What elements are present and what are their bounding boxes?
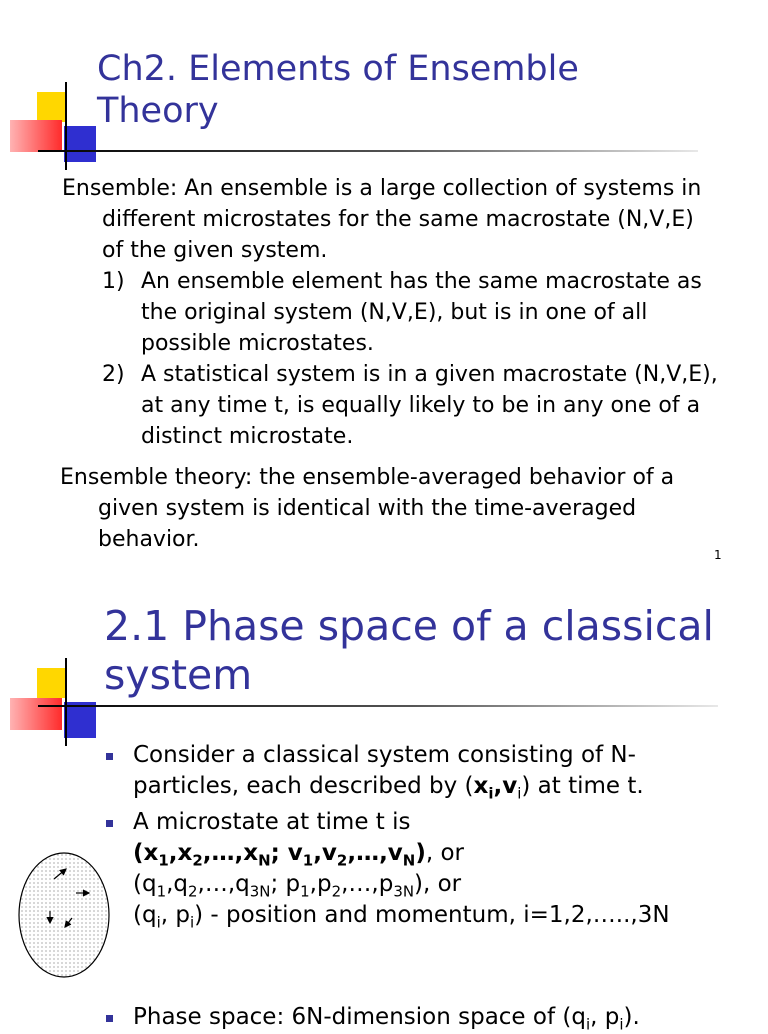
symbol-v: v [502, 773, 518, 799]
item-number: 1) [102, 269, 125, 294]
text-fragment: ) at time t. [521, 773, 644, 799]
subscript: i [619, 1015, 624, 1034]
text-fragment: ). [623, 1004, 640, 1030]
title-line: system [104, 651, 253, 700]
numbered-item [62, 266, 742, 359]
text-line: at any time t, is equally likely to be in any one of a [141, 393, 701, 418]
text-fragment: , or [425, 840, 464, 866]
text-line: An ensemble element has the same macrostate as [141, 269, 702, 294]
title-underline [38, 150, 698, 152]
bullet-list [100, 740, 750, 1034]
subscript: i [488, 784, 494, 803]
title-line: Ch2. Elements of Ensemble [97, 49, 579, 89]
bullet-item [100, 807, 750, 931]
title-underline [38, 705, 718, 707]
slide-logo [0, 580, 110, 755]
numbered-item [62, 359, 742, 452]
subscript: i [517, 784, 522, 803]
text-line: Consider a classical system consisting of N- [133, 742, 636, 768]
text-line: Ensemble: An ensemble is a large collection of systems in [62, 176, 702, 201]
symbol-x: x [473, 773, 489, 799]
microstate-qp: ($q_1,q_2,\dots,q_{3N}$; $p_1,p_2,\dots,p_{3N}$), or [133, 871, 462, 901]
subscript: i [585, 1015, 591, 1034]
text-line: Ensemble theory: the ensemble-averaged behavior of a [60, 465, 675, 490]
text-line [133, 771, 750, 802]
title-line: Theory [97, 91, 219, 131]
title-line: 2.1 Phase space of a classical [104, 602, 714, 650]
text-line: distinct microstate. [141, 424, 354, 449]
item-number: 2) [102, 362, 125, 387]
bullet-item [100, 740, 750, 802]
text-line: A statistical system is in a given macrostate (N,V,E), [141, 362, 718, 387]
ensemble-definition [62, 173, 742, 452]
microstate-xv: ($x_1,x_2,\dots,x_N$; $v_1,v_2,\dots,v_N$), or [133, 840, 464, 870]
text-line: of the given system. [102, 238, 328, 263]
microstate-qi-pi: ($q_i$, $p_i$) - position and momentum, i=1,2,…..,3N [133, 902, 670, 932]
text-line: different microstates for the same macrostate (N,V,E) [102, 207, 694, 232]
slide-2 [0, 580, 768, 1034]
text-line: given system is identical with the time-averaged [98, 496, 637, 521]
page-number: 1 [714, 548, 722, 562]
ensemble-theory [60, 462, 740, 555]
text-fragment: , p [590, 1004, 620, 1030]
bullet-item [100, 1002, 768, 1033]
text-line: possible microstates. [141, 331, 374, 356]
slide-logo [0, 0, 110, 175]
phase-space-particles-figure [12, 845, 122, 985]
text-fragment: , [493, 773, 503, 799]
text-line [133, 1002, 768, 1033]
text-fragment: Phase space: 6N-dimension space of (q [133, 1004, 586, 1030]
slide-1-title [97, 48, 579, 132]
text-line: A microstate at time t is [133, 809, 411, 835]
text-fragment: particles, each described by ( [133, 773, 474, 799]
text-line: behavior. [98, 527, 200, 552]
slide-2-title [104, 602, 714, 700]
text-line: the original system (N,V,E), but is in one of all [141, 300, 648, 325]
